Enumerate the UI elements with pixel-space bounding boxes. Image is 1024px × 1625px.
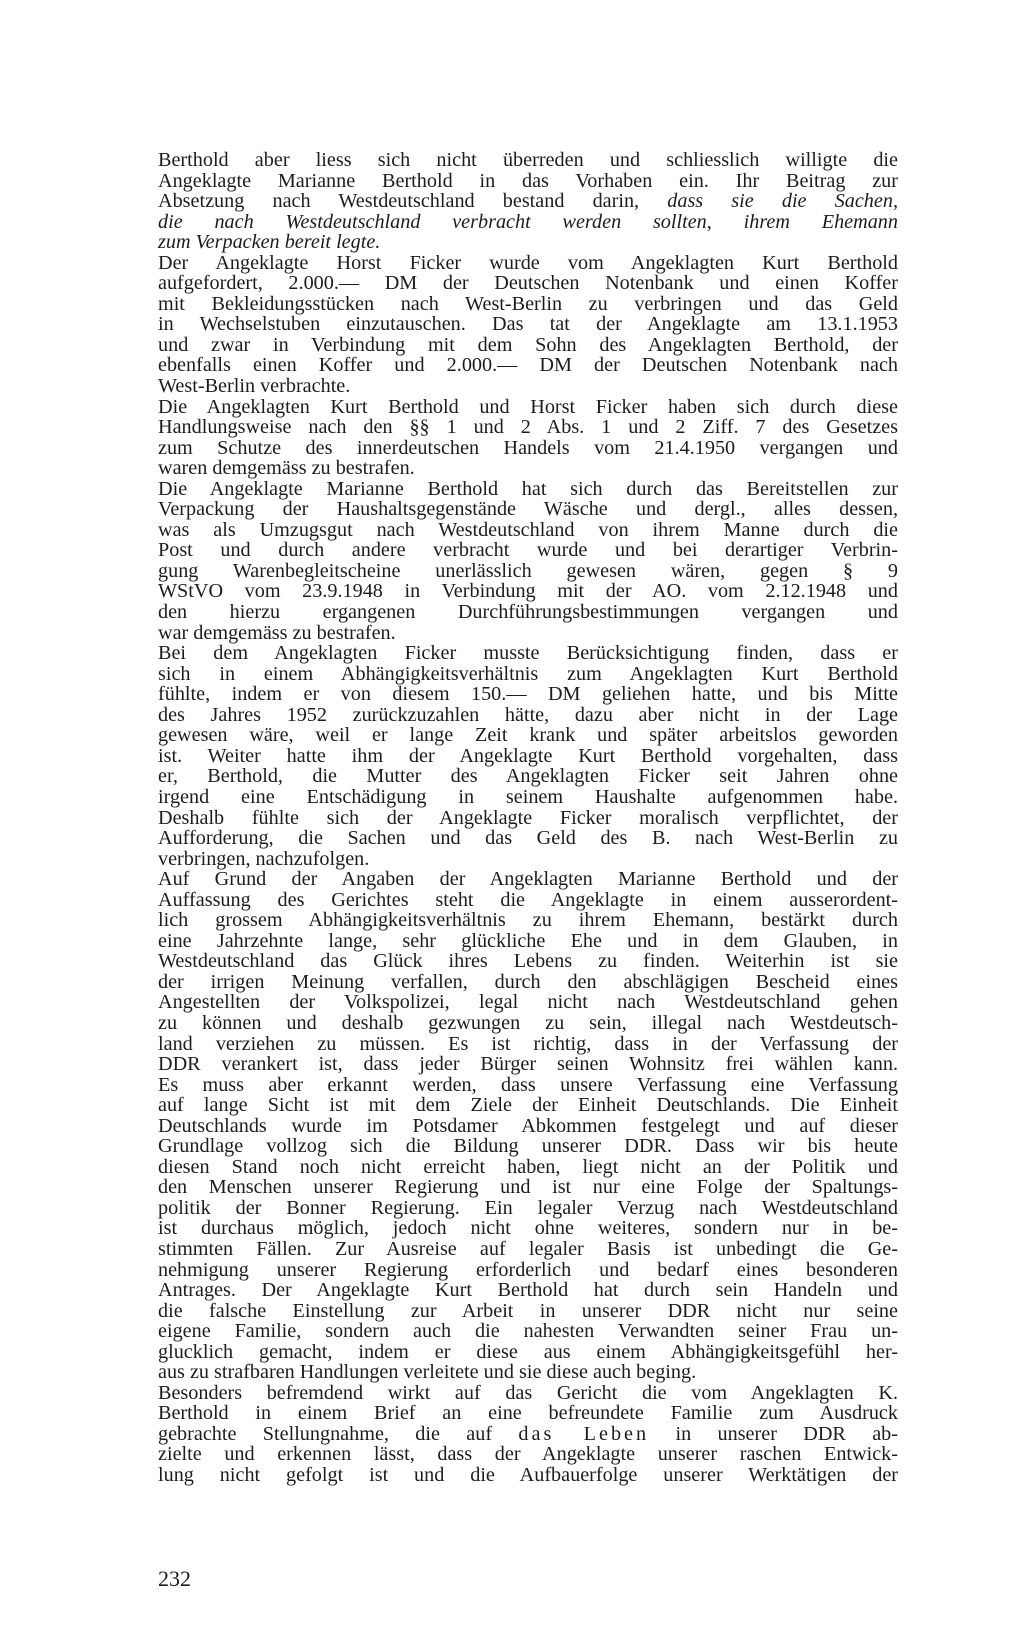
text-segment: mit Bekleidungsstücken nach West-Berlin zu verbringen und das Geld <box>158 292 898 315</box>
text-segment: Absetzung nach Westdeutschland bestand darin, <box>158 190 668 213</box>
paragraph <box>158 869 898 1383</box>
text-segment: des Jahres 1952 zurückzuzahlen hätte, dazu aber nicht in der Lage <box>158 703 898 726</box>
text-line <box>158 890 898 911</box>
text-line <box>158 1301 898 1322</box>
text-line <box>158 664 898 685</box>
text-segment: West-Berlin verbrachte. <box>158 375 351 398</box>
text-segment: DDR verankert ist, dass jeder Bürger seinen Wohnsitz frei wählen kann. <box>158 1053 898 1076</box>
text-segment: ebenfalls einen Koffer und 2.000.— DM der Deutschen Notenbank nach <box>158 354 898 377</box>
text-segment: Auf Grund der Angaben der Angeklagten Marianne Berthold und der <box>158 868 898 891</box>
text-segment: lich grossem Abhängigkeitsverhältnis zu ihrem Ehemann, bestärkt durch <box>158 909 898 932</box>
text-segment: den Menschen unserer Regierung und ist nur eine Folge der Spaltungs- <box>158 1176 898 1199</box>
text-line <box>158 951 898 972</box>
text-segment: was als Umzugsgut nach Westdeutschland von ihrem Manne durch die <box>158 518 898 541</box>
text-segment: glucklich gemacht, indem er diese aus einem Abhängigkeitsgefühl her- <box>158 1340 898 1363</box>
text-line <box>158 561 898 582</box>
text-line <box>158 273 898 294</box>
text-line <box>158 623 898 644</box>
text-line <box>158 314 898 335</box>
text-segment: Es muss aber erkannt werden, dass unsere Verfassung eine Verfassung <box>158 1073 898 1096</box>
text-segment: in unserer DDR ab- <box>649 1422 899 1445</box>
text-segment: WStVO vom 23.9.1948 in Verbindung mit der AO. vom 2.12.1948 und <box>158 580 898 603</box>
text-line <box>158 1321 898 1342</box>
text-segment: die falsche Einstellung zur Arbeit in unserer DDR nicht nur seine <box>158 1299 898 1322</box>
text-line <box>158 212 898 233</box>
text-line <box>158 294 898 315</box>
text-line <box>158 972 898 993</box>
text-segment: eigene Familie, sondern auch die nahesten Verwandten seiner Frau un- <box>158 1320 898 1343</box>
text-line <box>158 808 898 829</box>
text-segment: auf lange Sicht ist mit dem Ziele der Einheit Deutschlands. Die Einheit <box>158 1094 898 1117</box>
text-line <box>158 1075 898 1096</box>
text-line <box>158 849 898 870</box>
text-line <box>158 479 898 500</box>
text-line <box>158 397 898 418</box>
text-line <box>158 1444 898 1465</box>
text-segment: diesen Stand noch nicht erreicht haben, liegt nicht an der Politik und <box>158 1155 898 1178</box>
text-segment: Grundlage vollzog sich die Bildung unserer DDR. Dass wir bis heute <box>158 1135 898 1158</box>
text-segment: fühlte, indem er von diesem 150.— DM geliehen hatte, und bis Mitte <box>158 683 898 706</box>
text-segment: zielte und erkennen lässt, dass der Angeklagte unserer raschen Entwick- <box>158 1443 898 1466</box>
text-line <box>158 992 898 1013</box>
text-line <box>158 1403 898 1424</box>
text-segment: zum Schutze des innerdeutschen Handels vom 21.4.1950 vergangen und <box>158 436 898 459</box>
text-line <box>158 581 898 602</box>
text-segment: Die Angeklagte Marianne Berthold hat sich durch das Bereitstellen zur <box>158 477 898 500</box>
text-line <box>158 376 898 397</box>
text-line <box>158 684 898 705</box>
text-line <box>158 725 898 746</box>
text-line <box>158 766 898 787</box>
text-line <box>158 787 898 808</box>
text-line <box>158 1383 898 1404</box>
text-line <box>158 1116 898 1137</box>
italic-text: dass sie die Sachen, <box>667 190 898 213</box>
text-segment: Besonders befremdend wirkt auf das Gericht die vom Angeklagten K. <box>158 1381 898 1404</box>
text-line <box>158 1013 898 1034</box>
text-line <box>158 191 898 212</box>
text-line <box>158 1342 898 1363</box>
text-segment: eine Jahrzehnte lange, sehr glückliche Ehe und in dem Glauben, in <box>158 929 898 952</box>
text-line <box>158 1218 898 1239</box>
text-line <box>158 171 898 192</box>
text-segment: aus zu strafbaren Handlungen verleitete und sie diese auch beging. <box>158 1361 697 1384</box>
paragraph <box>158 253 898 397</box>
text-segment: der irrigen Meinung verfallen, durch den abschlägigen Bescheid eines <box>158 970 898 993</box>
text-segment: Post und durch andere verbracht wurde und bei derartiger Verbrin- <box>158 539 898 562</box>
text-line <box>158 520 898 541</box>
text-segment: waren demgemäss zu bestrafen. <box>158 457 415 480</box>
text-segment: Deutschlands wurde im Potsdamer Abkommen festgelegt und auf dieser <box>158 1114 898 1137</box>
paragraph <box>158 643 898 869</box>
text-line <box>158 1054 898 1075</box>
text-segment: Westdeutschland das Glück ihres Lebens zu finden. Weiterhin ist sie <box>158 950 898 973</box>
text-line <box>158 458 898 479</box>
text-segment: Berthold aber liess sich nicht überreden und schliesslich willigte die <box>158 149 898 171</box>
text-segment: in Wechselstuben einzutauschen. Das tat der Angeklagte am 13.1.1953 <box>158 313 898 336</box>
text-segment: Auffassung des Gerichtes steht die Angeklagte in einem ausserordent- <box>158 888 898 911</box>
paragraph <box>158 1383 898 1486</box>
text-segment: land verziehen zu müssen. Es ist richtig, dass in der Verfassung der <box>158 1032 898 1055</box>
text-line <box>158 1465 898 1486</box>
text-segment: war demgemäss zu bestrafen. <box>158 621 396 644</box>
text-segment: lung nicht gefolgt ist und die Aufbauerfolge unserer Werktätigen der <box>158 1464 898 1486</box>
text-line <box>158 869 898 890</box>
italic-text: die nach Westdeutschland verbracht werden sollten, ihrem Ehemann <box>158 210 898 233</box>
text-segment: Der Angeklagte Horst Ficker wurde vom Angeklagten Kurt Berthold <box>158 251 898 274</box>
text-segment: zu können und deshalb gezwungen zu sein, illegal nach Westdeutsch- <box>158 1011 898 1034</box>
text-segment: sich in einem Abhängigkeitsverhältnis zum Angeklagten Kurt Berthold <box>158 662 898 685</box>
text-line <box>158 1136 898 1157</box>
text-segment: und zwar in Verbindung mit dem Sohn des Angeklagten Berthold, der <box>158 333 898 356</box>
text-line <box>158 602 898 623</box>
text-segment: gebrachte Stellungnahme, die auf <box>158 1422 519 1445</box>
text-segment: Deshalb fühlte sich der Angeklagte Ficker moralisch verpflichtet, der <box>158 806 898 829</box>
paragraph <box>158 150 898 253</box>
text-line <box>158 828 898 849</box>
text-line <box>158 1198 898 1219</box>
text-line <box>158 253 898 274</box>
text-segment: verbringen, nachzufolgen. <box>158 847 370 870</box>
text-line <box>158 1362 898 1383</box>
document-body <box>158 150 898 1486</box>
text-line <box>158 335 898 356</box>
text-segment: Angeklagte Marianne Berthold in das Vorhaben ein. Ihr Beitrag zur <box>158 169 898 192</box>
text-line <box>158 232 898 253</box>
text-line <box>158 705 898 726</box>
text-segment: Handlungsweise nach den §§ 1 und 2 Abs. 1 und 2 Ziff. 7 des Gesetzes <box>158 416 898 439</box>
text-segment: Angestellten der Volkspolizei, legal nicht nach Westdeutschland gehen <box>158 991 898 1014</box>
text-line <box>158 1280 898 1301</box>
text-segment: nehmigung unserer Regierung erforderlich und bedarf eines besonderen <box>158 1258 898 1281</box>
text-segment: ist. Weiter hatte ihm der Angeklagte Kurt Berthold vorgehalten, dass <box>158 744 898 767</box>
text-line <box>158 417 898 438</box>
text-line <box>158 931 898 952</box>
text-segment: gung Warenbegleitscheine unerlässlich gewesen wären, gegen § 9 <box>158 559 898 582</box>
text-line <box>158 1177 898 1198</box>
text-segment: ist durchaus möglich, jedoch nicht ohne weiteres, sondern nur in be- <box>158 1217 898 1240</box>
text-segment: Bei dem Angeklagten Ficker musste Berücksichtigung finden, dass er <box>158 642 898 665</box>
page-number: 232 <box>158 1566 191 1591</box>
text-line <box>158 499 898 520</box>
spaced-text: das Leben <box>518 1422 650 1445</box>
text-segment: Berthold in einem Brief an eine befreundete Familie zum Ausdruck <box>158 1402 898 1425</box>
italic-text: zum Verpacken bereit legte. <box>158 231 381 254</box>
text-line <box>158 540 898 561</box>
text-segment: stimmten Fällen. Zur Ausreise auf legaler Basis ist unbedingt die Ge- <box>158 1237 898 1260</box>
text-segment: Die Angeklagten Kurt Berthold und Horst Ficker haben sich durch diese <box>158 395 898 418</box>
text-segment: Aufforderung, die Sachen und das Geld des B. nach West-Berlin zu <box>158 827 898 850</box>
text-segment: er, Berthold, die Mutter des Angeklagten Ficker seit Jahren ohne <box>158 765 898 788</box>
text-segment: Antrages. Der Angeklagte Kurt Berthold hat durch sein Handeln und <box>158 1279 898 1302</box>
text-line <box>158 1239 898 1260</box>
text-line <box>158 355 898 376</box>
paragraph <box>158 479 898 643</box>
text-segment: politik der Bonner Regierung. Ein legaler Verzug nach Westdeutschland <box>158 1196 898 1219</box>
text-segment: Verpackung der Haushaltsgegenstände Wäsche und dergl., alles dessen, <box>158 498 898 521</box>
text-line <box>158 1034 898 1055</box>
text-line <box>158 150 898 171</box>
text-segment: den hierzu ergangenen Durchführungsbestimmungen vergangen und <box>158 601 898 624</box>
text-line <box>158 1424 898 1445</box>
text-line <box>158 438 898 459</box>
text-line <box>158 643 898 664</box>
text-line <box>158 1095 898 1116</box>
text-line <box>158 910 898 931</box>
text-line <box>158 1260 898 1281</box>
text-segment: irgend eine Entschädigung in seinem Haushalte aufgenommen habe. <box>158 785 898 808</box>
text-line <box>158 746 898 767</box>
paragraph <box>158 397 898 479</box>
text-segment: aufgefordert, 2.000.— DM der Deutschen Notenbank und einen Koffer <box>158 272 898 295</box>
text-segment: gewesen wäre, weil er lange Zeit krank und später arbeitslos geworden <box>158 724 898 747</box>
text-line <box>158 1157 898 1178</box>
